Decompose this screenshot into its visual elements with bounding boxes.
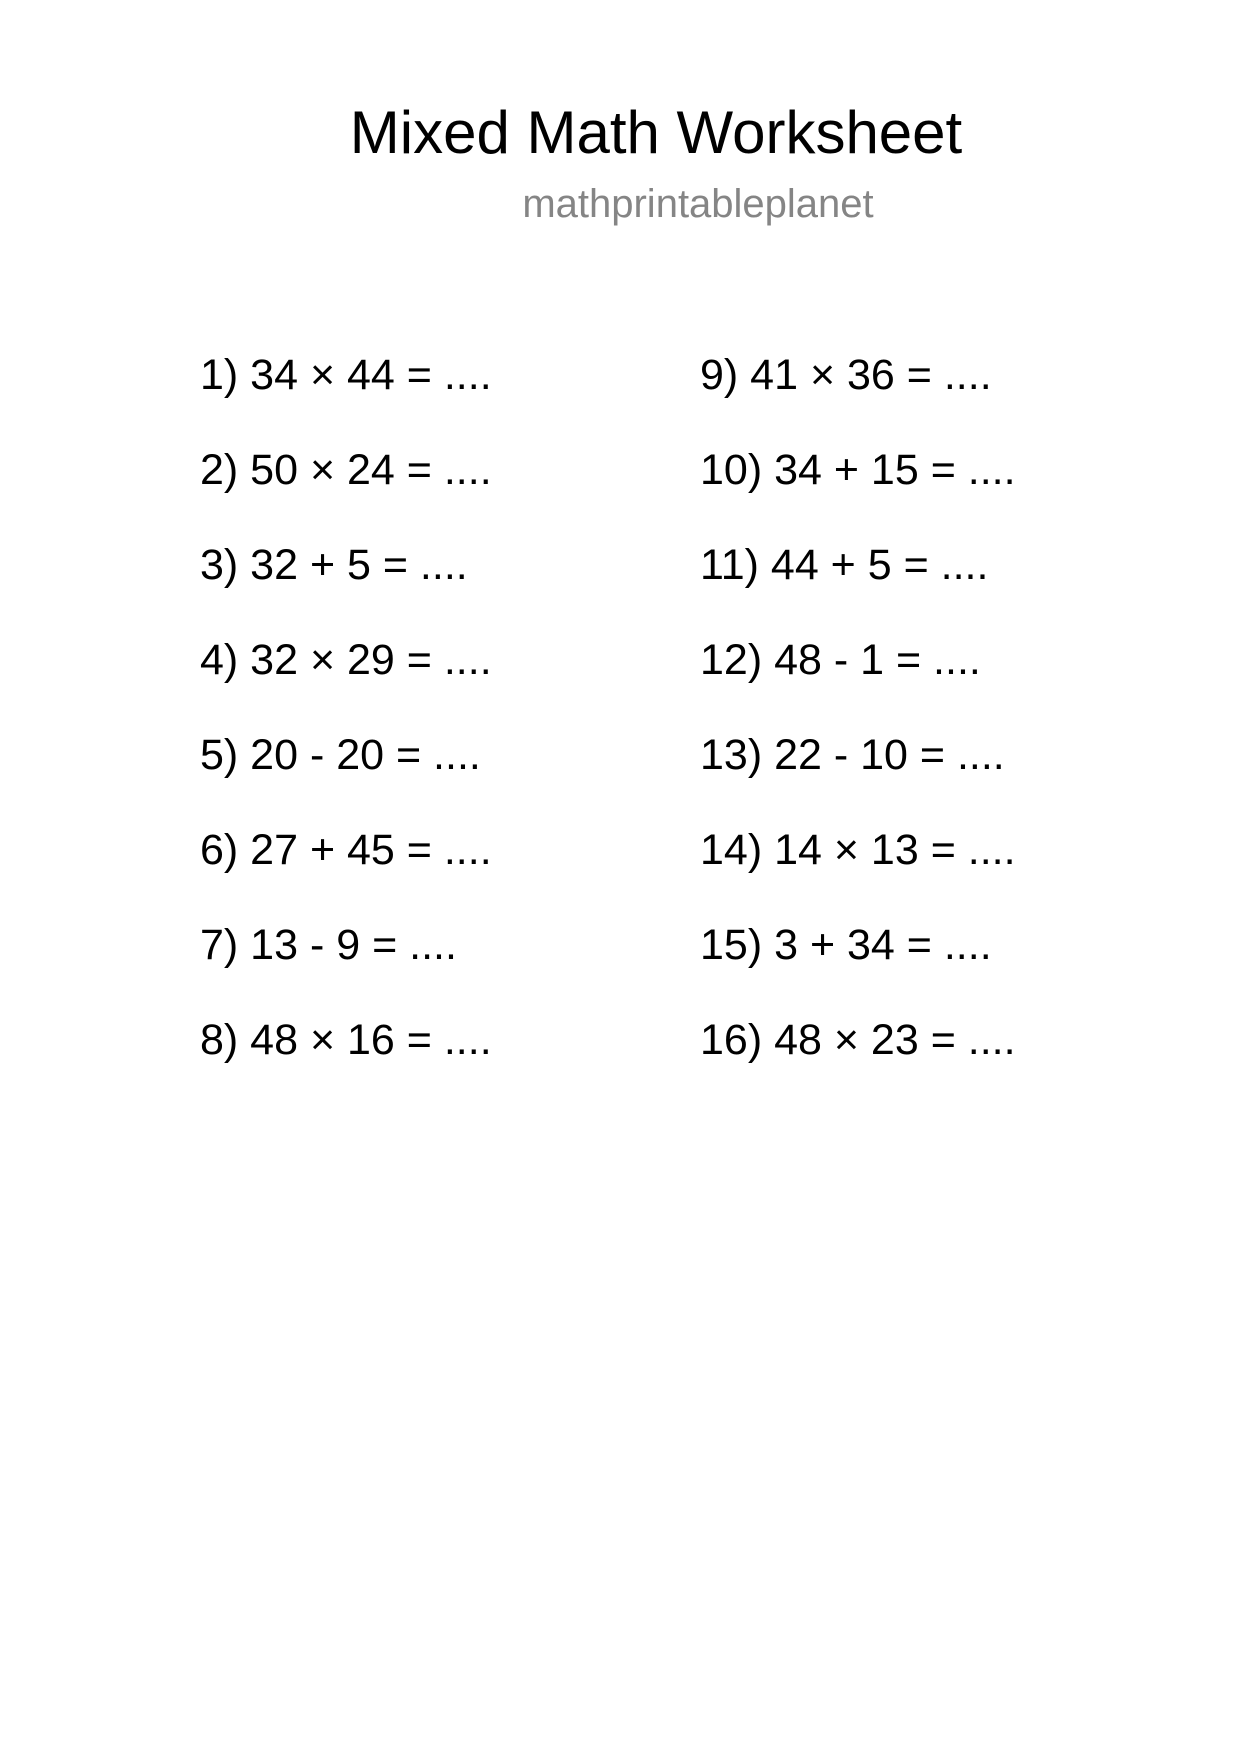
problem-8: 8) 48 × 16 = .... xyxy=(200,1016,492,1064)
problem-10: 10) 34 + 15 = .... xyxy=(700,446,1016,494)
problem-3: 3) 32 + 5 = .... xyxy=(200,541,468,589)
problem-1: 1) 34 × 44 = .... xyxy=(200,351,492,399)
problem-9: 9) 41 × 36 = .... xyxy=(700,351,992,399)
problem-5: 5) 20 - 20 = .... xyxy=(200,731,481,779)
problem-14: 14) 14 × 13 = .... xyxy=(700,826,1016,874)
problem-16: 16) 48 × 23 = .... xyxy=(700,1016,1016,1064)
subtitle: mathprintableplanet xyxy=(522,182,874,226)
problem-2: 2) 50 × 24 = .... xyxy=(200,446,492,494)
problem-11: 11) 44 + 5 = .... xyxy=(700,541,989,589)
problem-4: 4) 32 × 29 = .... xyxy=(200,636,492,684)
page-title: Mixed Math Worksheet xyxy=(349,99,963,166)
problem-12: 12) 48 - 1 = .... xyxy=(700,636,981,684)
problem-13: 13) 22 - 10 = .... xyxy=(700,731,1005,779)
problem-7: 7) 13 - 9 = .... xyxy=(200,921,457,969)
problem-15: 15) 3 + 34 = .... xyxy=(700,921,992,969)
problem-6: 6) 27 + 45 = .... xyxy=(200,826,492,874)
problem-column-left xyxy=(200,351,492,1111)
problem-column-right xyxy=(700,351,1016,1111)
